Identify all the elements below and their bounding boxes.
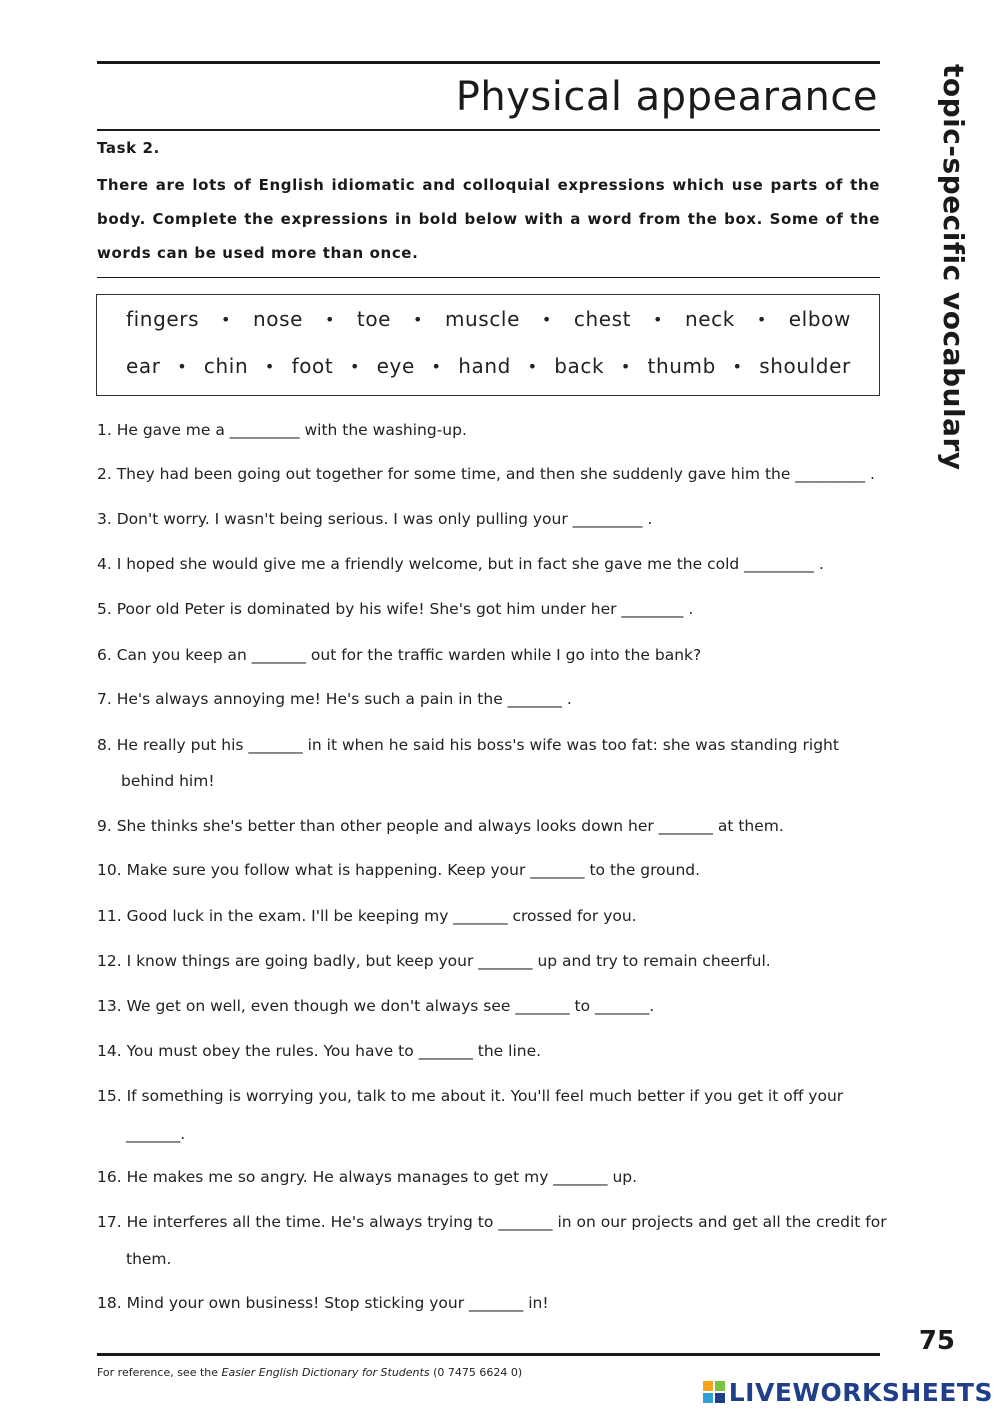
- question-16: 16. He makes me so angry. He always manages to get my _______ up.: [97, 1168, 638, 1186]
- bullet-separator: •: [732, 356, 743, 376]
- word-item: elbow: [788, 307, 851, 331]
- bullet-separator: •: [264, 356, 275, 376]
- question-17: 17. He interferes all the time. He's always trying to _______ in on our projects and get all the credit for: [97, 1213, 887, 1231]
- footer-suffix: (0 7475 6624 0): [429, 1366, 523, 1379]
- question-4: 4. I hoped she would give me a friendly welcome, but in fact she gave me the cold _________ .: [97, 555, 824, 573]
- bullet-separator: •: [653, 309, 664, 329]
- bullet-separator: •: [349, 356, 361, 376]
- question-10: 10. Make sure you follow what is happening. Keep your _______ to the ground.: [97, 861, 701, 879]
- word-item: shoulder: [759, 354, 851, 378]
- footer-book-title: Easier English Dictionary for Students: [221, 1366, 430, 1379]
- bullet-separator: •: [541, 309, 552, 329]
- question-7: 7. He's always annoying me! He's such a pain in the _______ .: [97, 690, 572, 708]
- task-heading: Task 2.: [97, 139, 160, 157]
- brand-watermark[interactable]: [703, 1377, 993, 1407]
- question-1: 1. He gave me a _________ with the washing-up.: [97, 421, 467, 439]
- word-item: neck: [684, 307, 735, 331]
- brand-name: LIVEWORKSHEETS: [728, 1377, 993, 1407]
- page-number: 75: [918, 1326, 955, 1356]
- task-instructions: There are lots of English idiomatic and colloquial expressions which use parts of the body. Complete the expressions in bold below with a word from the box. Some of the words can be used more than once.: [97, 176, 880, 262]
- bullet-separator: •: [324, 309, 335, 329]
- footer-prefix: For reference, see the: [97, 1366, 222, 1379]
- question-18: 18. Mind your own business! Stop sticking your _______ in!: [97, 1294, 549, 1312]
- question-15: 15. If something is worrying you, talk to me about it. You'll feel much better if you get it off your: [97, 1087, 844, 1105]
- title-underline: [97, 129, 880, 131]
- word-item: back: [554, 354, 605, 378]
- bullet-separator: •: [527, 356, 538, 376]
- word-item: ear: [126, 354, 161, 378]
- word-item: chin: [203, 354, 249, 378]
- question-6: 6. Can you keep an _______ out for the traffic warden while I go into the bank?: [97, 646, 702, 664]
- question-5: 5. Poor old Peter is dominated by his wife! She's got him under her ________ .: [97, 600, 694, 618]
- question-9: 9. She thinks she's better than other people and always looks down her _______ at them.: [97, 817, 784, 835]
- word-item: fingers: [126, 307, 200, 331]
- footer-reference: [97, 1366, 522, 1379]
- question-13: 13. We get on well, even though we don't always see _______ to _______.: [97, 997, 655, 1015]
- word-item: thumb: [647, 354, 716, 378]
- question-8-continuation: behind him!: [121, 772, 215, 790]
- word-item: nose: [252, 307, 304, 331]
- bullet-separator: •: [177, 356, 188, 376]
- question-17-continuation: them.: [126, 1250, 172, 1268]
- bullet-separator: •: [756, 309, 767, 329]
- word-item: toe: [356, 307, 392, 331]
- bullet-separator: •: [412, 309, 424, 329]
- bottom-rule: [97, 1353, 880, 1356]
- side-section-label: topic-specific vocabulary: [937, 64, 970, 471]
- bullet-separator: •: [221, 309, 232, 329]
- bullet-separator: •: [431, 356, 442, 376]
- word-item: foot: [291, 354, 334, 378]
- word-box: [96, 294, 880, 396]
- question-12: 12. I know things are going badly, but keep your _______ up and try to remain cheerful.: [97, 952, 771, 970]
- question-2: 2. They had been going out together for some time, and then she suddenly gave him the _________ .: [97, 465, 875, 483]
- word-row-1: [126, 304, 851, 334]
- page-title: Physical appearance: [455, 74, 878, 120]
- question-11: 11. Good luck in the exam. I'll be keeping my _______ crossed for you.: [97, 907, 637, 925]
- top-rule: [97, 61, 880, 64]
- question-15-continuation: _______.: [126, 1125, 186, 1143]
- word-item: hand: [458, 354, 511, 378]
- word-item: chest: [573, 307, 632, 331]
- question-3: 3. Don't worry. I wasn't being serious. I was only pulling your _________ .: [97, 510, 653, 528]
- liveworksheets-logo-icon: [703, 1381, 725, 1403]
- question-14: 14. You must obey the rules. You have to _______ the line.: [97, 1042, 542, 1060]
- word-row-2: [126, 351, 851, 381]
- question-8: 8. He really put his _______ in it when he said his boss's wife was too fat: she was standing right: [97, 736, 839, 754]
- word-item: eye: [376, 354, 415, 378]
- instructions-divider: [97, 277, 880, 278]
- word-item: muscle: [444, 307, 520, 331]
- bullet-separator: •: [620, 356, 631, 376]
